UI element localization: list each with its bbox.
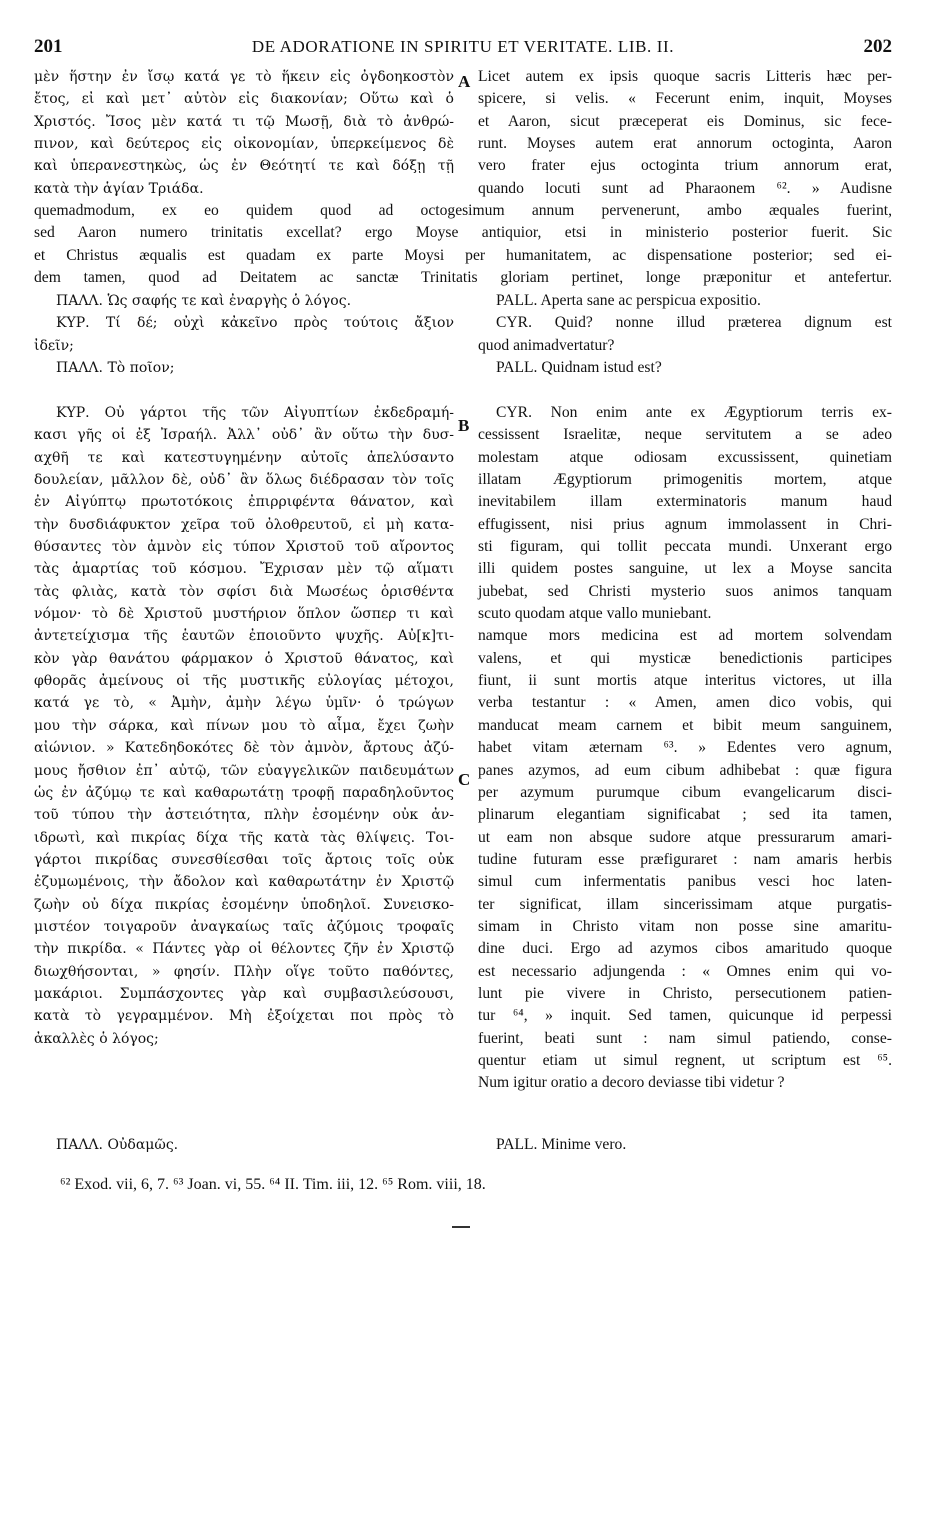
latin-line: lunt pie vivere in Christo, persecutionem patien- [478,984,892,1002]
latin-line: illi quidem postes sanguine, ut lex a Moyse sancita [478,560,892,578]
latin-line: inevitabilem illam exterminatoris manum haud [478,493,892,511]
latin-line: valens, et qui mysticæ benedictionis participes [478,649,892,667]
margin-marker-b: B [458,416,470,435]
greek-line: ΠΑΛΛ. Οὐδαμῶς. [56,1137,179,1153]
latin-line: PALL. Quidnam istud est? [496,359,662,377]
latin-line: cessissent Israelitæ, neque servitutem a se adeo [478,426,892,444]
greek-line: ἀκαλλὲς ὁ λόγος; [34,1030,159,1047]
greek-line: ΠΑΛΛ. Τὸ ποῖον; [56,360,175,377]
latin-dialogue [478,290,892,379]
latin-line: plinarum elegantiam significabat ; sed ita tamen, [478,806,892,824]
greek-line: αχθῆ τε καὶ κατεστυγημένην αὐτοῖς ἀπελύσαντο [34,449,454,466]
greek-line: κατὰ τὸ γεγραμμένον. Μὴ ἐξοίχεται ποι πρὸς τὸ [34,1008,454,1025]
latin-line: simul cum infermentatis panibus vesci hoc laten- [478,873,892,891]
greek-line: τὴν πικρίδα. « Πάντες γὰρ οἱ θέλοντες ζῆν ἐν Χριστῷ [34,941,454,958]
latin-line: PALL. Minime vero. [496,1136,627,1153]
latin-line: sti figuram, qui tollit peccata mundi. Unxerant ergo [478,538,892,556]
latin-line: habet vitam æternam ⁶³. » Edentes vero agnum, [478,739,892,757]
latin-line: illatam Ægyptiorum primogenitis mortem, atque [478,471,892,489]
greek-main-paragraph [34,402,454,1050]
latin-line: CYR. Quid? nonne illud præterea dignum est [496,314,892,332]
latin-line: jubebat, sed Christi mysterio suos animos tanquam [478,582,892,600]
greek-line: κὸν γὰρ θανάτου φάρμακον ὁ Χριστοῦ θάνατος, καὶ [34,650,454,667]
greek-line: ἔτος, εἰ καὶ μετ᾽ αὐτὸν εἰς διακονίαν; Οὕτω καὶ ὁ [34,91,454,108]
latin-line: fuerint, beati sunt : nam simul patiendo, conse- [478,1029,892,1047]
greek-line: ΚΥΡ. Οὐ γάρτοι τῆς τῶν Αἰγυπτίων ἐκδεδραμή- [56,405,454,421]
greek-line: δουλείαν, μᾶλλον δὲ, οὐδ᾽ ἂν ὅλως διέδρασαν τὸν τοῖς [34,472,454,489]
latin-column-top [478,66,892,200]
greek-line: τὰς φλιὰς, κατὰ τὸν σφίσι διὰ Μωσέως ὁρισθέντα [34,583,454,600]
greek-line: κατὰ τὴν ἁγίαν Τριάδα. [34,180,204,197]
greek-line: θύσαντες τὸν ἀμνὸν εἰς τύπον Χριστοῦ τοῦ αἴροντος [34,539,454,556]
latin-line: spicere, si velis. « Fecerunt enim, inquit, Moyses [478,90,892,108]
latin-closing [478,1134,892,1156]
greek-line: Χριστός. Ἴσος μὲν κατά τι τῷ Μωσῇ, διὰ τὸ ἀνθρώ- [34,113,454,130]
greek-line: ἀντετείχισμα τῆς ἑαυτῶν ἐποιοῦντο ψυχῆς. Αὐ[κ]τι- [34,628,454,645]
greek-column-top [34,66,454,200]
greek-line: πινον, καὶ δεύτερος εἰς οἰκονομίαν, ὑπερκείμενος δὲ [34,136,454,153]
greek-line: ὡς ἐν ἀζύμῳ τε καὶ καθαρωτάτῃ τροφῇ παραδηλοῦντος [34,784,454,801]
greek-line: ιδρωτὶ, καὶ πικρίας δίχα τῆς κατὰ τὰς θλίψεις. Τοι- [34,829,454,846]
greek-line: φθορᾶς ἀμείνους οἱ τῆς μυστικῆς εὐλογίας μέτοχοι, [34,673,454,690]
margin-marker-a: A [458,72,471,91]
greek-line: κασι γῆς οἱ ἐξ Ἰσραήλ. Ἀλλ᾽ οὐδ᾽ ἂν οὕτω τὴν δυσ- [34,427,454,444]
latin-line: et Aaron, sicut præceperat eis Dominus, sic fece- [478,112,892,130]
latin-line: simam in Christo vitam non posse sine amaritu- [478,917,892,935]
greek-closing [34,1134,454,1156]
latin-line: dine duci. Ergo ad azymos cibos amaritudo quoque [478,940,892,958]
greek-line: διωχθήσονται, » φησίν. Πλὴν οἵγε τοῦτο παθόντες, [34,963,454,980]
latin-line: vero frater ejus octoginta trium annorum erat, [478,157,892,175]
greek-line: ἰδεῖν; [34,337,74,354]
latin-line: runt. Moyses autem erat annorum octoginta, Aaron [478,135,892,153]
end-rule [452,1226,470,1228]
greek-line: τοῦ τύπου τὴν ἀστειότητα, πλὴν ἐσομένην οὐκ ἀν- [34,807,454,824]
latin-line: effugissent, nisi prius agnum immolassent in Chri- [478,515,892,533]
latin-line: dem tamen, quod ad Deitatem ac sanctæ Trinitatis gloriam pertinet, longe præponitur et antefertur. [34,269,892,287]
greek-line: μὲν ἥστην ἐν ἴσῳ κατά γε τὸ ἥκειν εἰς ὀγδοηκοστὸν [34,69,454,85]
greek-line: ΚΥΡ. Τί δέ; οὐχὶ κἀκεῖνο πρὸς τούτοις ἄξιον [56,315,454,332]
latin-line: quemadmodum, ex eo quidem quod ad octogesimum annum pervenerunt, ambo æquales fuerint, [34,202,892,219]
latin-line: manducat meam carnem et bibit meum sanguinem, [478,716,892,734]
running-title: DE ADORATIONE IN SPIRITU ET VERITATE. LIB. II. [251,37,675,56]
greek-line: ζωὴν οὐ δίχα πικρίας ἐσομένην ὑποδηλοῖ. Συνεισκο- [34,896,454,913]
greek-dialogue [34,290,454,379]
latin-line: namque mors medicina est ad mortem solvendam [478,627,892,645]
latin-line: sed Aaron numero trinitatis excellat? ergo Moyse antiquior, etsi in ministerio posterior fuerit. Sic [34,224,892,242]
latin-line: ter significat, illam sincerissimam atque purgatis- [478,895,892,913]
latin-line: ut eam non absque sudore atque pressurarum amari- [478,828,892,846]
latin-line: molestam atque odiosam excussissent, quinetiam [478,448,892,466]
greek-line: ΠΑΛΛ. Ὡς σαφής τε καὶ ἐναργὴς ὁ λόγος. [56,293,352,309]
latin-line: panes azymos, ad eum cibum adhibebat : quæ figura [478,761,892,779]
greek-line: μους ἤσθιον ἐπ᾽ αὐτῷ, τῶν εὐαγγελικῶν παιδευμάτων [34,762,454,779]
latin-line: fiunt, ii sunt mortis atque interitus victores, ut illa [478,672,892,690]
margin-marker-c: C [458,770,471,789]
latin-line: est necessario adjungenda : « Omnes enim qui vo- [478,962,892,980]
greek-line: τὰς ἁμαρτίας τοῦ κόσμου. Ἔχρισαν μὲν τῷ αἵματι [34,561,454,578]
page-number-left: 201 [34,36,63,57]
greek-line: μου τὴν σάρκα, καὶ πίνων μου τὸ αἷμα, ἔχει ζωὴν [34,717,454,734]
latin-line: Num igitur oratio a decoro deviasse tibi videtur ? [478,1074,785,1092]
page-header [34,36,892,62]
latin-line: verba testantur : « Amen, amen dico vobis, qui [478,694,892,712]
page-number-right: 202 [863,36,892,57]
greek-line: μιστέον τοιγαροῦν ἀναγκαίως ταῖς ἀζύμοις τροφαῖς [34,918,454,935]
latin-line: PALL. Aperta sane ac perspicua expositio. [496,292,761,309]
latin-line: Licet autem ex ipsis quoque sacris Litteris hæc per- [478,68,892,85]
greek-line: γάρτοι πικρίδας συνεσθίεσθαι τοῖς ἄρτοις τοῖς οὐκ [34,851,454,868]
latin-line: per azymum purumque cibum evangelicarum disci- [478,783,892,801]
greek-line: κατά γε τὸ, « Ἀμὴν, ἀμὴν λέγω ὑμῖν· ὁ τρώγων [34,695,454,712]
greek-line: καὶ ὑπερανεστηκὼς, ὡς ἐν Θεότητί τε καὶ δόξῃ τῇ [34,158,454,175]
greek-line: ἐζυμωμένοις, τὴν ἄδολον καὶ καθαρωτάτην ἐν Χριστῷ [34,874,454,891]
latin-line: et Christus æqualis est quadam ex parte Moysi per humanitatem, ac dispensatione posterior; sed ei- [34,246,892,264]
latin-line: tur ⁶⁴, » inquit. Sed tamen, quicunque id perpessi [478,1007,892,1025]
footnotes: ⁶² Exod. vii, 6, 7. ⁶³ Joan. vi, 55. ⁶⁴ II. Tim. iii, 12. ⁶⁵ Rom. viii, 18. [60,1176,486,1193]
greek-line: αἰώνιον. » Κατεδηδοκότες δὲ τὸν ἀμνὸν, ἄρτους ἀζύ- [34,740,454,757]
greek-line: μακάριοι. Συμπάσχοντες γὰρ καὶ συμβασιλεύσουσι, [34,985,454,1002]
latin-line: quentur etiam ut simul regnent, ut scriptum est ⁶⁵. [478,1051,892,1069]
greek-line: ἐν Αἰγύπτῳ πρωτοτόκοις ἐπιρριφέντα θάνατον, καὶ [34,494,454,511]
latin-line: quod animadvertatur? [478,336,615,354]
latin-main-paragraph [478,402,892,1095]
latin-full-width-block [34,200,892,289]
greek-line: τὴν δυσδιάφυκτον χεῖρα τοῦ ὀλοθρευτοῦ, εἰ μὴ κατα- [34,516,454,533]
latin-line: quando locuti sunt ad Pharaonem ⁶². » Audisne [478,179,892,197]
latin-line: CYR. Non enim ante ex Ægyptiorum terris ex- [496,404,892,421]
greek-line: νόμον· τὸ δὲ Χριστοῦ μυστήριον ὅπλον ὥσπερ τι καὶ [34,606,454,623]
latin-line: scuto quodam atque vallo muniebant. [478,605,712,623]
latin-line: tudine futuram esse præfiguraret : nam amaris herbis [478,850,892,868]
